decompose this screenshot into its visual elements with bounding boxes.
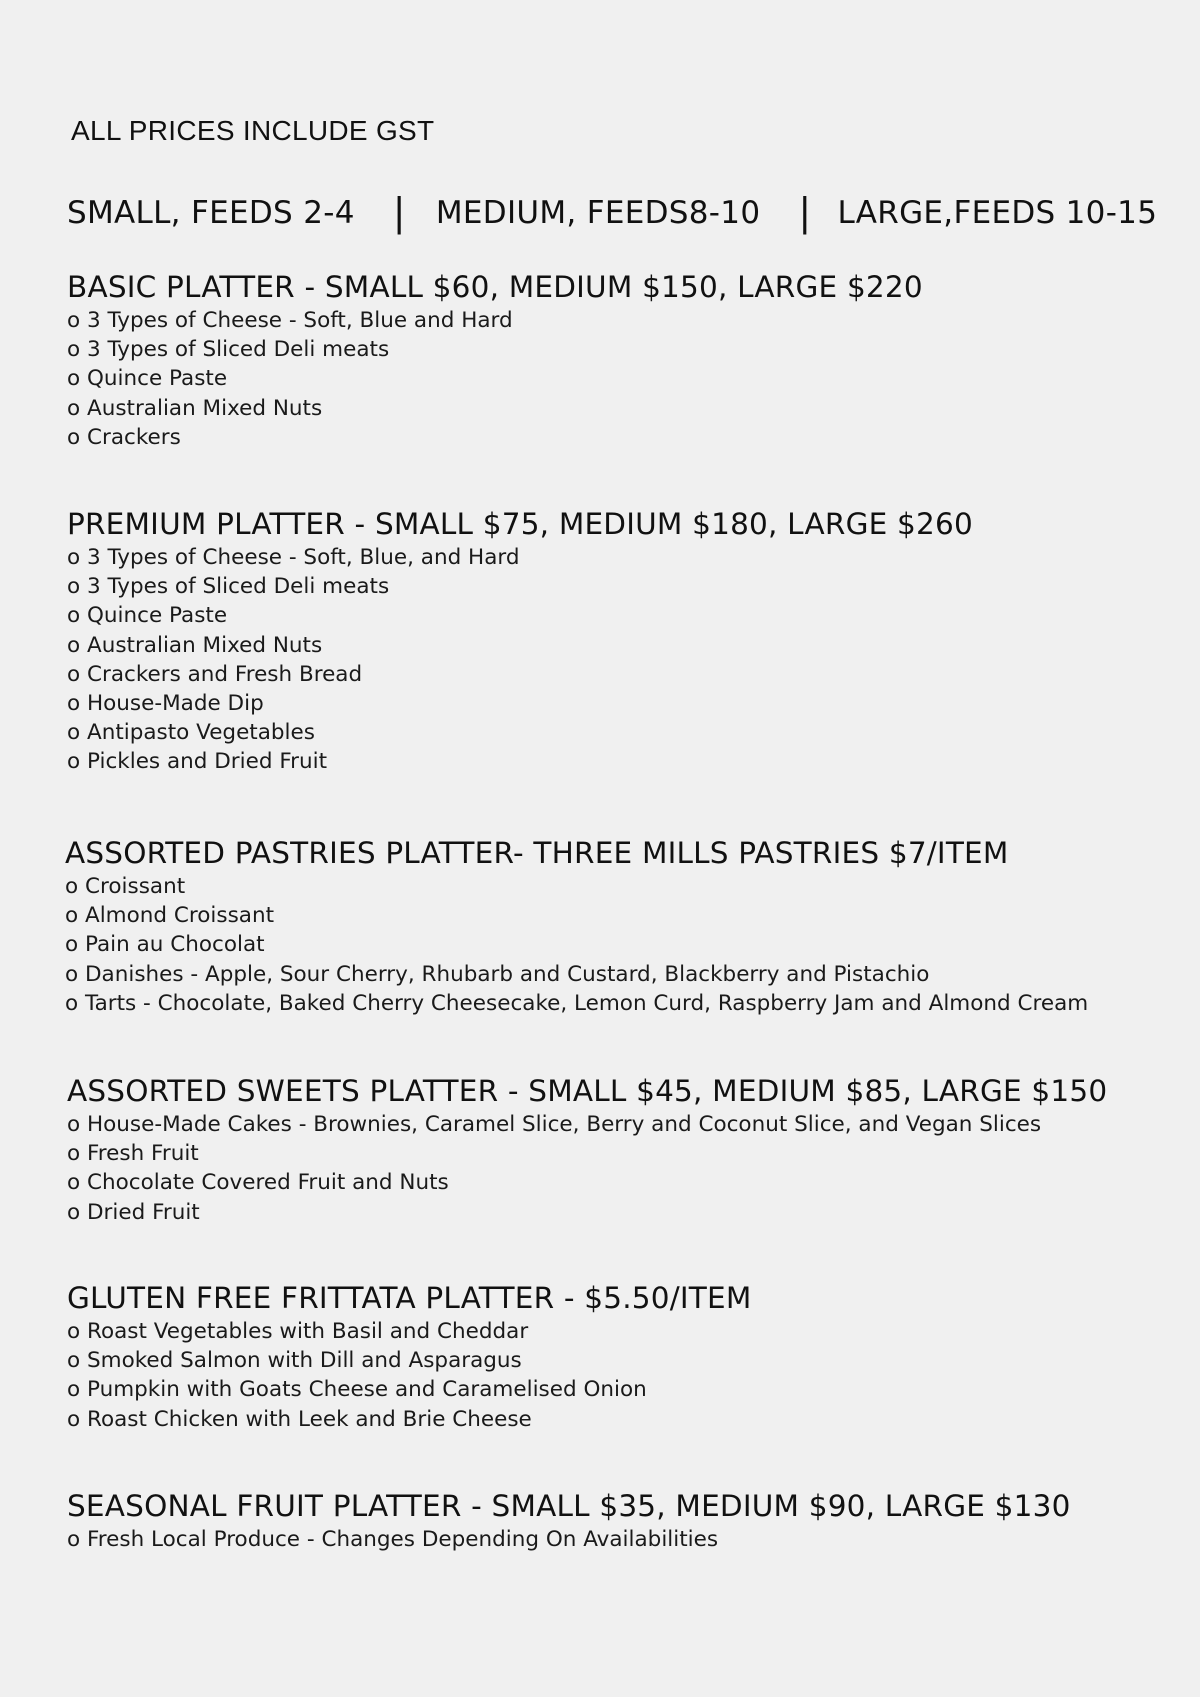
- list-item: o Pickles and Dried Fruit: [67, 749, 327, 775]
- list-item: o Quince Paste: [67, 603, 228, 629]
- list-item: o Pumpkin with Goats Cheese and Caramelised Onion: [67, 1377, 647, 1403]
- section-title: BASIC PLATTER - SMALL $60, MEDIUM $150, LARGE $220: [67, 270, 923, 304]
- list-item: o House-Made Cakes - Brownies, Caramel Slice, Berry and Coconut Slice, and Vegan Slices: [67, 1112, 1042, 1137]
- list-item: o Smoked Salmon with Dill and Asparagus: [67, 1348, 522, 1374]
- section-title: PREMIUM PLATTER - SMALL $75, MEDIUM $180, LARGE $260: [67, 507, 973, 541]
- list-item: o 3 Types of Sliced Deli meats: [67, 337, 390, 363]
- list-item: o Almond Croissant: [65, 903, 275, 929]
- pastries-platter-section: [65, 834, 1088, 1018]
- list-item: o Roast Chicken with Leek and Brie Cheese: [67, 1406, 532, 1432]
- sweets-platter-section: [67, 1072, 1107, 1227]
- item-list: [67, 1110, 1107, 1227]
- list-item: o 3 Types of Cheese - Soft, Blue, and Hard: [67, 545, 520, 570]
- section-title: ASSORTED PASTRIES PLATTER- THREE MILLS PASTRIES $7/ITEM: [65, 836, 1009, 870]
- size-small: SMALL, FEEDS 2-4: [67, 195, 355, 231]
- item-list: [67, 543, 973, 777]
- list-item: o Roast Vegetables with Basil and Cheddar: [67, 1319, 529, 1344]
- list-item: o Danishes - Apple, Sour Cherry, Rhubarb and Custard, Blackberry and Pistachio: [65, 961, 930, 987]
- list-item: o Antipasto Vegetables: [67, 720, 315, 746]
- fruit-platter-section: [67, 1487, 1071, 1554]
- list-item: o Chocolate Covered Fruit and Nuts: [67, 1170, 449, 1196]
- basic-platter-section: [67, 268, 923, 452]
- list-item: o 3 Types of Cheese - Soft, Blue and Hard: [67, 308, 513, 333]
- item-list: [65, 872, 1088, 1018]
- gst-note: ALL PRICES INCLUDE GST: [71, 115, 435, 146]
- size-options: [67, 188, 1157, 232]
- list-item: o Crackers: [67, 424, 181, 450]
- section-title: ASSORTED SWEETS PLATTER - SMALL $45, MEDIUM $85, LARGE $150: [67, 1074, 1108, 1108]
- premium-platter-section: [67, 505, 973, 777]
- list-item: o House-Made Dip: [67, 691, 264, 717]
- list-item: o Croissant: [65, 874, 186, 899]
- size-separator: |: [798, 190, 812, 234]
- list-item: o Dried Fruit: [67, 1199, 200, 1225]
- list-item: o 3 Types of Sliced Deli meats: [67, 574, 390, 600]
- section-title: GLUTEN FREE FRITTATA PLATTER - $5.50/ITEM: [67, 1281, 752, 1315]
- item-list: [67, 1525, 1071, 1554]
- list-item: o Tarts - Chocolate, Baked Cherry Cheesecake, Lemon Curd, Raspberry Jam and Almond Cream: [65, 990, 1089, 1016]
- size-medium: MEDIUM, FEEDS8-10: [435, 195, 761, 231]
- size-separator: |: [392, 190, 406, 234]
- frittata-platter-section: [67, 1279, 751, 1434]
- list-item: o Fresh Local Produce - Changes Depending On Availabilities: [67, 1527, 719, 1552]
- item-list: [67, 306, 923, 452]
- list-item: o Quince Paste: [67, 366, 228, 392]
- list-item: o Australian Mixed Nuts: [67, 632, 323, 658]
- list-item: o Australian Mixed Nuts: [67, 395, 323, 421]
- list-item: o Crackers and Fresh Bread: [67, 661, 363, 687]
- section-title: SEASONAL FRUIT PLATTER - SMALL $35, MEDIUM $90, LARGE $130: [67, 1489, 1071, 1523]
- size-large: LARGE,FEEDS 10-15: [837, 195, 1158, 231]
- item-list: [67, 1317, 751, 1434]
- list-item: o Fresh Fruit: [67, 1141, 199, 1167]
- list-item: o Pain au Chocolat: [65, 932, 265, 958]
